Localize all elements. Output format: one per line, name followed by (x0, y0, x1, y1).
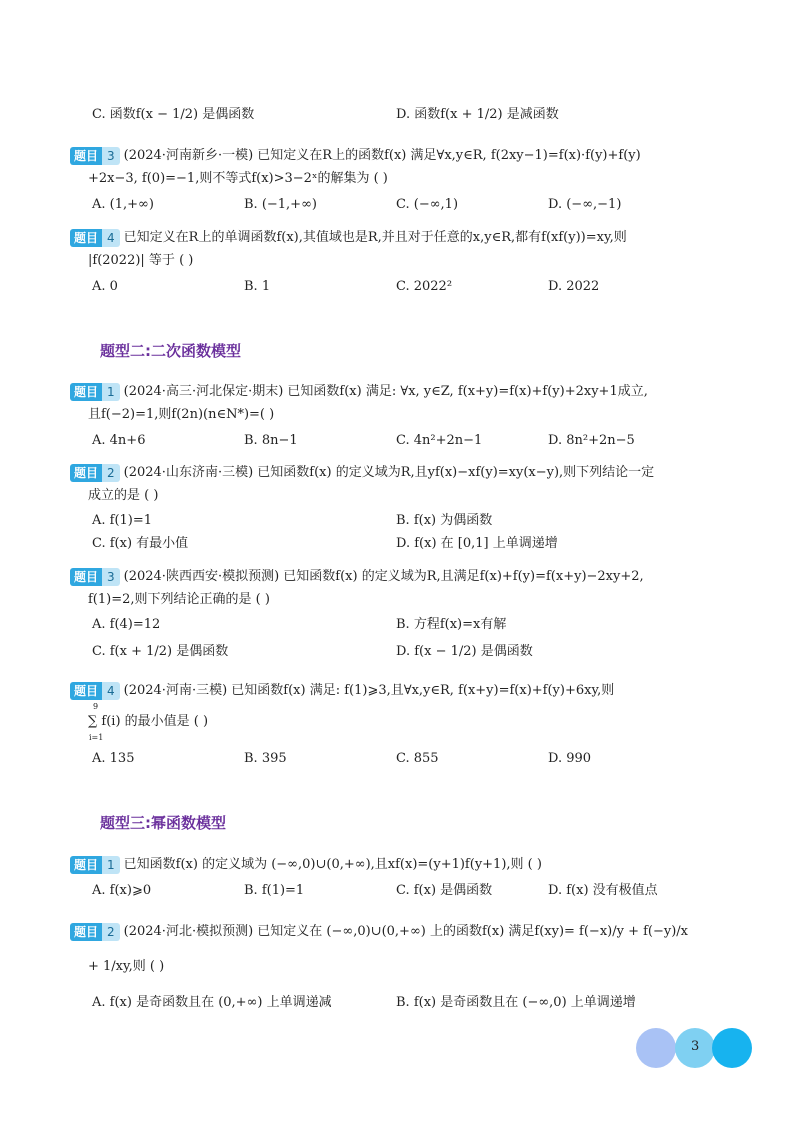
option-b: B. 8n−1 (244, 433, 298, 448)
question-text: (2024·山东济南·三模) 已知函数f(x) 的定义域为R,且yf(x)−xf(y)=xy(x−y),则下列结论一定 (123, 465, 655, 480)
question-badge (70, 147, 120, 165)
badge-number: 4 (102, 682, 120, 700)
option-a: A. 0 (92, 279, 118, 294)
question-text-cont: ∑ f(i) 的最小值是 ( ) (88, 714, 209, 729)
sum-lower-limit: i=1 (89, 733, 104, 742)
option-a: A. 135 (92, 751, 135, 766)
option-b: B. 方程f(x)=x有解 (396, 617, 507, 632)
page-number: 3 (691, 1039, 700, 1054)
sum-upper-limit: 9 (93, 702, 99, 711)
decor-circle-left (636, 1028, 676, 1068)
badge-number: 1 (102, 856, 120, 874)
badge-label: 题目 (70, 923, 102, 941)
question-text: (2024·高三·河北保定·期末) 已知函数f(x) 满足: ∀x, y∈Z, f(x+y)=f(x)+f(y)+2xy+1成立, (123, 384, 648, 399)
option-c: C. 函数f(x − 1/2) 是偶函数 (92, 107, 255, 122)
question-2-head (70, 923, 688, 941)
option-c: C. f(x) 有最小值 (92, 536, 189, 551)
option-c: C. 4n²+2n−1 (396, 433, 483, 448)
option-d: D. f(x) 在 [0,1] 上单调递增 (396, 536, 558, 551)
option-c: C. f(x + 1/2) 是偶函数 (92, 644, 229, 659)
section-title-power: 题型三:幂函数模型 (100, 814, 226, 832)
option-b: B. f(x) 为偶函数 (396, 513, 493, 528)
question-4-head (70, 229, 627, 247)
option-d: D. (−∞,−1) (548, 197, 622, 212)
question-badge (70, 923, 120, 941)
option-c: C. 855 (396, 751, 439, 766)
question-text: 已知定义在R上的单调函数f(x),其值域也是R,并且对于任意的x,y∈R,都有f(xf(y))=xy,则 (123, 230, 627, 245)
option-d: D. 990 (548, 751, 592, 766)
option-b: B. 1 (244, 279, 271, 294)
question-4-head (70, 682, 614, 700)
option-a: A. (1,+∞) (92, 197, 154, 212)
option-d: D. 8n²+2n−5 (548, 433, 635, 448)
option-b: B. (−1,+∞) (244, 197, 317, 212)
badge-label: 题目 (70, 856, 102, 874)
option-b: B. 395 (244, 751, 287, 766)
option-d: D. f(x) 没有极值点 (548, 883, 658, 898)
badge-label: 题目 (70, 229, 102, 247)
badge-label: 题目 (70, 682, 102, 700)
badge-label: 题目 (70, 383, 102, 401)
badge-label: 题目 (70, 568, 102, 586)
question-text-cont: 且f(−2)=1,则f(2n)(n∈N*)=( ) (88, 407, 275, 422)
question-badge (70, 856, 120, 874)
badge-number: 4 (102, 229, 120, 247)
option-d: D. 函数f(x + 1/2) 是减函数 (396, 107, 559, 122)
question-text-cont: f(1)=2,则下列结论正确的是 ( ) (88, 592, 270, 607)
badge-number: 3 (102, 147, 120, 165)
question-1-head (70, 856, 542, 874)
question-3-head (70, 147, 641, 165)
option-a: A. f(x) 是奇函数且在 (0,+∞) 上单调递减 (92, 995, 332, 1010)
badge-label: 题目 (70, 464, 102, 482)
question-2-head (70, 464, 654, 482)
section-title-quadratic: 题型二:二次函数模型 (100, 342, 241, 360)
option-c: C. 2022² (396, 279, 453, 294)
question-text: 已知函数f(x) 的定义域为 (−∞,0)∪(0,+∞),且xf(x)=(y+1)f(y+1),则 ( ) (123, 857, 542, 872)
option-a: A. f(x)⩾0 (92, 883, 152, 898)
question-badge (70, 383, 120, 401)
question-text-cont: +2x−3, f(0)=−1,则不等式f(x)>3−2ˣ的解集为 ( ) (88, 171, 388, 186)
option-a: A. f(4)=12 (92, 617, 161, 632)
question-badge (70, 568, 120, 586)
question-3-head (70, 568, 644, 586)
question-text: (2024·陕西西安·模拟预测) 已知函数f(x) 的定义域为R,且满足f(x)+f(y)=f(x+y)−2xy+2, (123, 569, 644, 584)
question-badge (70, 464, 120, 482)
badge-label: 题目 (70, 147, 102, 165)
question-text-cont: 成立的是 ( ) (88, 488, 159, 503)
badge-number: 1 (102, 383, 120, 401)
question-text-cont: + 1/xy,则 ( ) (88, 959, 165, 974)
option-a: A. 4n+6 (92, 433, 146, 448)
option-d: D. 2022 (548, 279, 600, 294)
badge-number: 3 (102, 568, 120, 586)
question-text-cont: |f(2022)| 等于 ( ) (88, 253, 194, 268)
option-a: A. f(1)=1 (92, 513, 153, 528)
option-c: C. (−∞,1) (396, 197, 459, 212)
badge-number: 2 (102, 923, 120, 941)
question-badge (70, 682, 120, 700)
question-text: (2024·河南·三模) 已知函数f(x) 满足: f(1)⩾3,且∀x,y∈R, f(x+y)=f(x)+f(y)+6xy,则 (123, 683, 615, 698)
question-text: (2024·河北·模拟预测) 已知定义在 (−∞,0)∪(0,+∞) 上的函数f(x) 满足f(xy)= f(−x)/y + f(−y)/x (123, 924, 689, 939)
option-d: D. f(x − 1/2) 是偶函数 (396, 644, 533, 659)
badge-number: 2 (102, 464, 120, 482)
option-b: B. f(1)=1 (244, 883, 305, 898)
decor-circle-right (712, 1028, 752, 1068)
question-text: (2024·河南新乡·一模) 已知定义在R上的函数f(x) 满足∀x,y∈R, f(2xy−1)=f(x)·f(y)+f(y) (123, 148, 641, 163)
question-badge (70, 229, 120, 247)
option-c: C. f(x) 是偶函数 (396, 883, 493, 898)
option-b: B. f(x) 是奇函数且在 (−∞,0) 上单调递增 (396, 995, 636, 1010)
question-1-head (70, 383, 648, 401)
